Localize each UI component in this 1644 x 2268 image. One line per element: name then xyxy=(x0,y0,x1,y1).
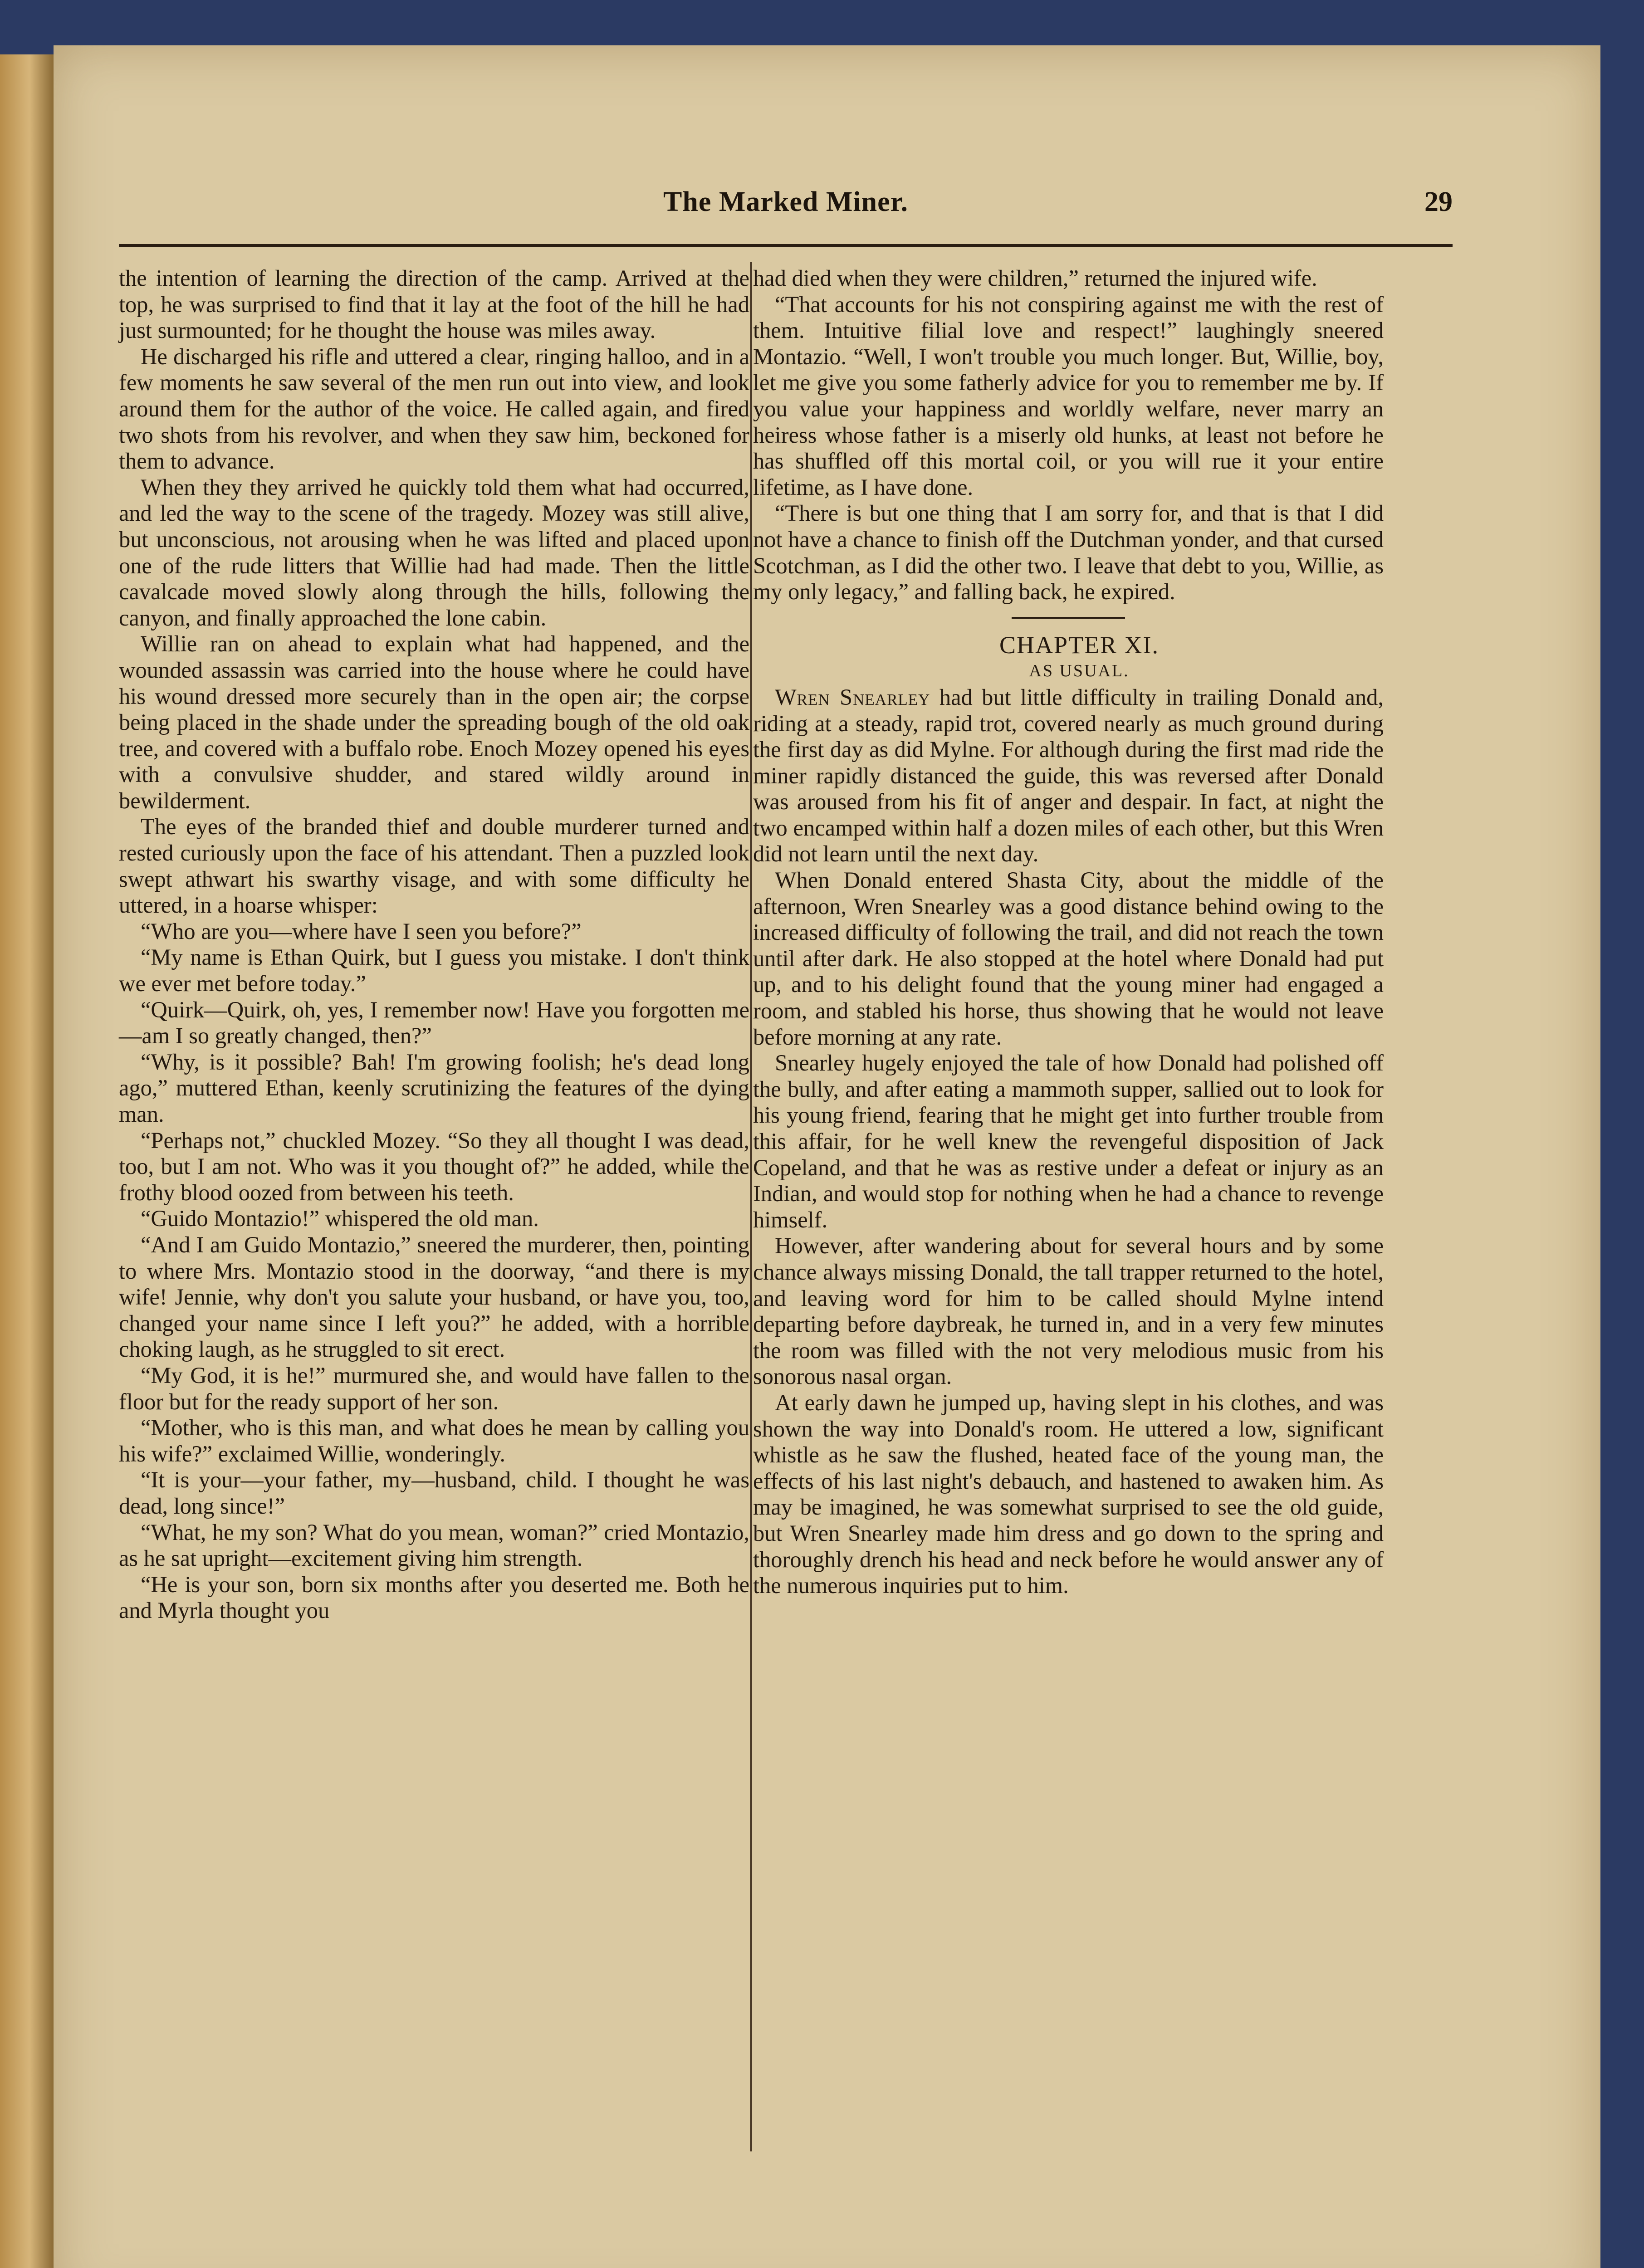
opening-name: Wren Snearley xyxy=(775,684,930,710)
paragraph: “Guido Montazio!” whispered the old man. xyxy=(141,1206,539,1232)
running-title: The Marked Miner. xyxy=(663,186,908,217)
paragraph: the intention of learning the direction of the camp. Arrived at the top, he was surprised to find that it lay at the foot of the hill he had just surmounted; for he thought the house was miles away. xyxy=(119,265,749,343)
paragraph: had died when they were children,” returned the injured wife. xyxy=(753,265,1317,291)
paragraph: “There is but one thing that I am sorry for, and that is that I did not have a chance to finish off the Dutchman yonder, and that cursed Scotchman, as I did the other two. I leave that debt to you, Willie, as my only legacy,” and falling back, he expired. xyxy=(753,500,1384,605)
paragraph: “He is your son, born six months after you deserted me. Both he and Myrla thought you xyxy=(119,1571,749,1623)
paragraph: “And I am Guido Montazio,” sneered the murderer, then, pointing to where Mrs. Montazio stood in the doorway, “and there is my wife! Jennie, why don't you salute your husband, or have you, too, changed your name since I left you?” he added, with a horrible choking laugh, as he struggled to sit erect. xyxy=(119,1232,749,1362)
chapter-heading: CHAPTER XI. xyxy=(999,631,1159,659)
paragraph: Snearley hugely enjoyed the tale of how Donald had polished off the bully, and after eating a mammoth supper, sallied out to look for his young friend, fearing that he might get into further trouble from this affair, for he well knew the revengeful disposition of Jack Copeland, and that he was as restive under a defeat or injury as an Indian, and would stop for nothing when he had a chance to revenge himself. xyxy=(753,1050,1384,1232)
paragraph: He discharged his rifle and uttered a clear, ringing halloo, and in a few moments he saw several of the men run out into view, and look around them for the author of the voice. He called again, and fired two shots from his revolver, and when they saw him, beckoned for them to advance. xyxy=(119,343,749,474)
paragraph: Willie ran on ahead to explain what had happened, and the wounded assassin was carried into the house where he could have his wound dressed more securely than in the open air; the corpse being placed in the shade under the spreading bough of the old oak tree, and covered with a buffalo robe. Enoch Mozey opened his eyes with a convulsive shudder, and stared wildly around in bewilderment. xyxy=(119,631,749,813)
paragraph: “It is your—your father, my—husband, child. I thought he was dead, long since!” xyxy=(119,1467,749,1519)
paragraph: “Perhaps not,” chuckled Mozey. “So they all thought I was dead, too, but I am not. Who was it you thought of?” he added, while the frothy blood oozed from between his teeth. xyxy=(119,1127,749,1205)
left-column xyxy=(119,265,749,1624)
paragraph: When Donald entered Shasta City, about the middle of the afternoon, Wren Snearley was a good distance behind owing to the increased difficulty of following the trail, and did not reach the town until after dark. He also stopped at the hotel where Donald had put up, and to his delight found that the young miner had engaged a room, and stabled his horse, thus showing that he would not leave before morning at any rate. xyxy=(753,867,1384,1050)
header-rule xyxy=(119,244,1453,247)
paragraph: “What, he my son? What do you mean, woman?” cried Montazio, as he sat upright—excitement giving him strength. xyxy=(119,1519,749,1571)
paragraph: “Quirk—Quirk, oh, yes, I remember now! Have you forgotten me—am I so greatly changed, then?” xyxy=(119,997,749,1049)
paragraph: “That accounts for his not conspiring against me with the rest of them. Intuitive filial love and respect!” laughingly sneered Montazio. “Well, I won't trouble you much longer. But, Willie, boy, let me give you some fatherly advice for you to remember me by. If you value your happiness and worldly welfare, never marry an heiress whose father is a miserly old hunks, at least not before he has shuffled off this mortal coil, or you will rue it your entire lifetime, as I have done. xyxy=(753,291,1384,500)
chapter-subtitle: AS USUAL. xyxy=(1029,661,1130,681)
right-column xyxy=(753,265,1384,1599)
paragraph: However, after wandering about for several hours and by some chance always missing Donald, the tall trapper returned to the hotel, and leaving word for him to be called should Mylne intend departing before daybreak, he turned in, and in a very few minutes the room was filled with the not very melodious music from his sonorous nasal organ. xyxy=(753,1233,1384,1389)
paragraph: At early dawn he jumped up, having slept in his clothes, and was shown the way into Donald's room. He uttered a low, significant whistle as he saw the flushed, heated face of the young man, the effects of his last night's debauch, and hastened to awaken him. As may be imagined, he was somewhat surprised to see the old guide, but Wren Snearley made him dress and go down to the spring and thoroughly drench his head and neck before he would answer any of the numerous inquiries put to him. xyxy=(753,1389,1384,1598)
previous-page-edge xyxy=(0,54,54,2268)
opening-text: had but little difficulty in trailing Donald and, riding at a steady, rapid trot, covered nearly as much ground during the first day as did Mylne. For although during the first mad ride the miner rapidly distanced the guide, this was reversed after Donald was aroused from his fit of anger and despair. In fact, at night the two encamped within half a dozen miles of each other, but this Wren did not learn until the next day. xyxy=(753,684,1384,867)
chapter-opening-paragraph xyxy=(753,684,1384,867)
running-header xyxy=(119,186,1453,240)
paragraph: “Mother, who is this man, and what does he mean by calling you his wife?” exclaimed Willie, wonderingly. xyxy=(119,1415,749,1466)
paragraph: “Who are you—where have I seen you before?” xyxy=(141,918,582,944)
paragraph: “My God, it is he!” murmured she, and would have fallen to the floor but for the ready support of her son. xyxy=(119,1362,749,1414)
paragraph: “My name is Ethan Quirk, but I guess you mistake. I don't think we ever met before today.” xyxy=(119,944,749,997)
paragraph: The eyes of the branded thief and double murderer turned and rested curiously upon the face of his attendant. Then a puzzled look swept athwart his swarthy visage, and with some difficulty he uttered, in a hoarse whisper: xyxy=(119,814,749,918)
chapter-divider-rule xyxy=(1012,617,1125,619)
column-divider xyxy=(750,262,752,2151)
paragraph: “Why, is it possible? Bah! I'm growing foolish; he's dead long ago,” muttered Ethan, keenly scrutinizing the features of the dying man. xyxy=(119,1049,749,1127)
page-number: 29 xyxy=(1424,186,1453,217)
paragraph: When they they arrived he quickly told them what had occurred, and led the way to the scene of the tragedy. Mozey was still alive, but unconscious, not arousing when he was lifted and placed upon one of the rude litters that Willie had had made. Then the little cavalcade moved slowly along through the hills, following the canyon, and finally approached the lone cabin. xyxy=(119,474,749,631)
